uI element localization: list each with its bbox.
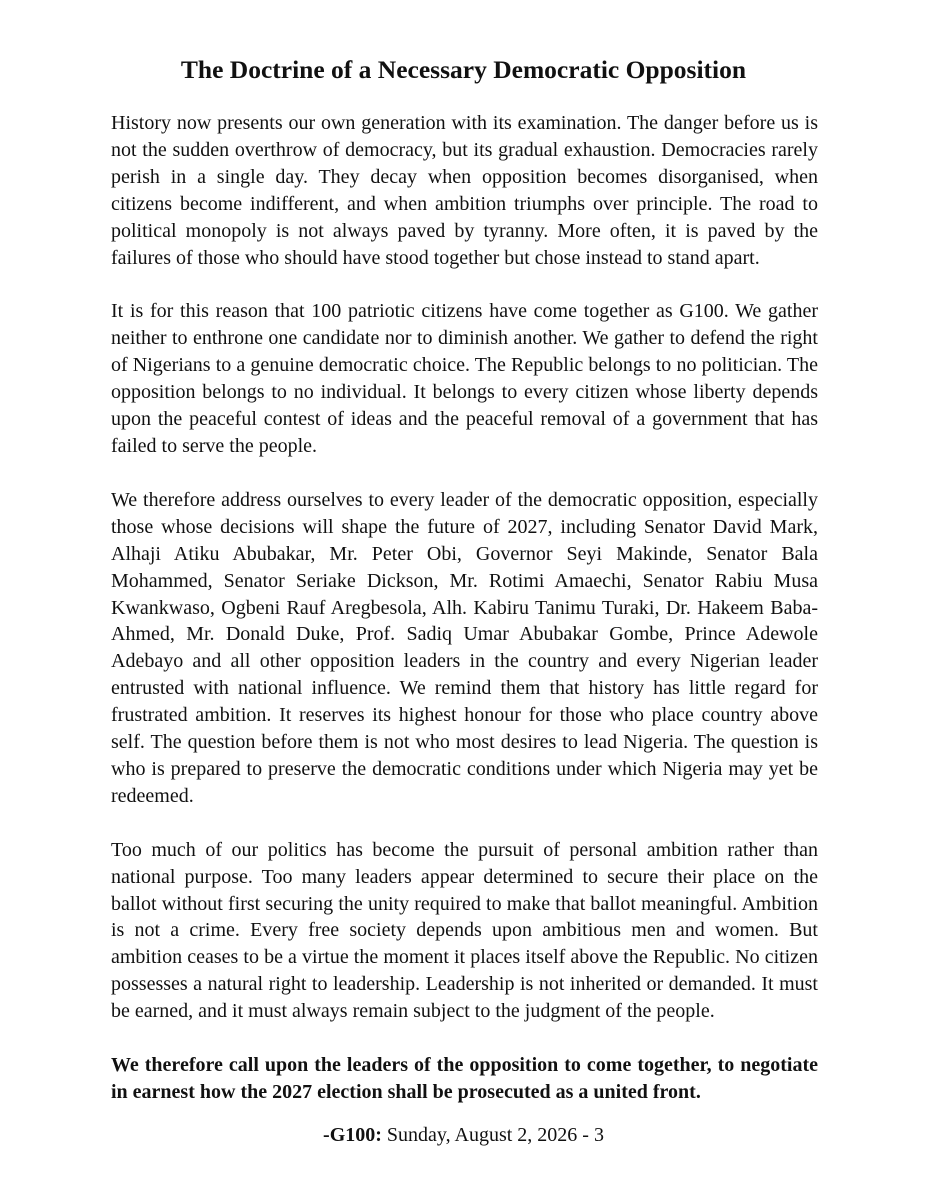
footer-signature: -G100: xyxy=(323,1124,382,1146)
document-body xyxy=(111,110,818,1133)
page-footer xyxy=(0,1121,927,1149)
document-title: The Doctrine of a Necessary Democratic Opposition xyxy=(180,55,747,84)
paragraph-3: We therefore address ourselves to every leader of the democratic opposition, especially those whose decisions will shape the future of 2027, including Senator David Mark, Alhaji Atiku Abubakar, Mr. Peter Obi, Governor Seyi Makinde, Senator Bala Mohammed, Senator Seriake Dickson, Mr. Rotimi Amaechi, Senator Rabiu Musa Kwankwaso, Ogbeni Rauf Aregbesola, Alh. Kabiru Tanimu Turaki, Dr. Hakeem Baba-Ahmed, Mr. Donald Duke, Prof. Sadiq Umar Abubakar Gombe, Prince Adewole Adebayo and all other opposition leaders in the country and every Nigerian leader entrusted with national influence. We remind them that history has little regard for frustrated ambition. It reserves its highest honour for those who place country above self. The question before them is not who most desires to lead Nigeria. The question is who is prepared to preserve the democratic conditions under which Nigeria may yet be redeemed. xyxy=(111,488,818,807)
closing-statement: We therefore call upon the leaders of the opposition to come together, to negotiate in earnest how the 2027 election shall be prosecuted as a united front. xyxy=(111,1054,818,1103)
paragraph-2: It is for this reason that 100 patriotic citizens have come together as G100. We gather neither to enthrone one candidate nor to diminish another. We gather to defend the right of Nigerians to a genuine democratic choice. The Republic belongs to no politician. The opposition belongs to no individual. It belongs to every citizen whose liberty depends upon the peaceful contest of ideas and the peaceful removal of a government that has failed to serve the people. xyxy=(111,300,818,457)
footer-date-page: Sunday, August 2, 2026 - 3 xyxy=(381,1124,604,1146)
paragraph-4: Too much of our politics has become the pursuit of personal ambition rather than national purpose. Too many leaders appear determined to secure their place on the ballot without first securing the unity required to make that ballot meaningful. Ambition is not a crime. Every free society depends upon ambitious men and women. But ambition ceases to be a virtue the moment it places itself above the Republic. No citizen possesses a natural right to leadership. Leadership is not inherited or demanded. It must be earned, and it must always remain subject to the judgment of the people. xyxy=(111,838,818,1023)
paragraph-1: History now presents our own generation with its examination. The danger before us is not the sudden overthrow of democracy, but its gradual exhaustion. Democracies rarely perish in a single day. They decay when opposition becomes disorganised, when citizens become indifferent, and when ambition triumphs over principle. The road to political monopoly is not always paved by tyranny. More often, it is paved by the failures of those who should have stood together but chose instead to stand apart. xyxy=(111,112,818,269)
